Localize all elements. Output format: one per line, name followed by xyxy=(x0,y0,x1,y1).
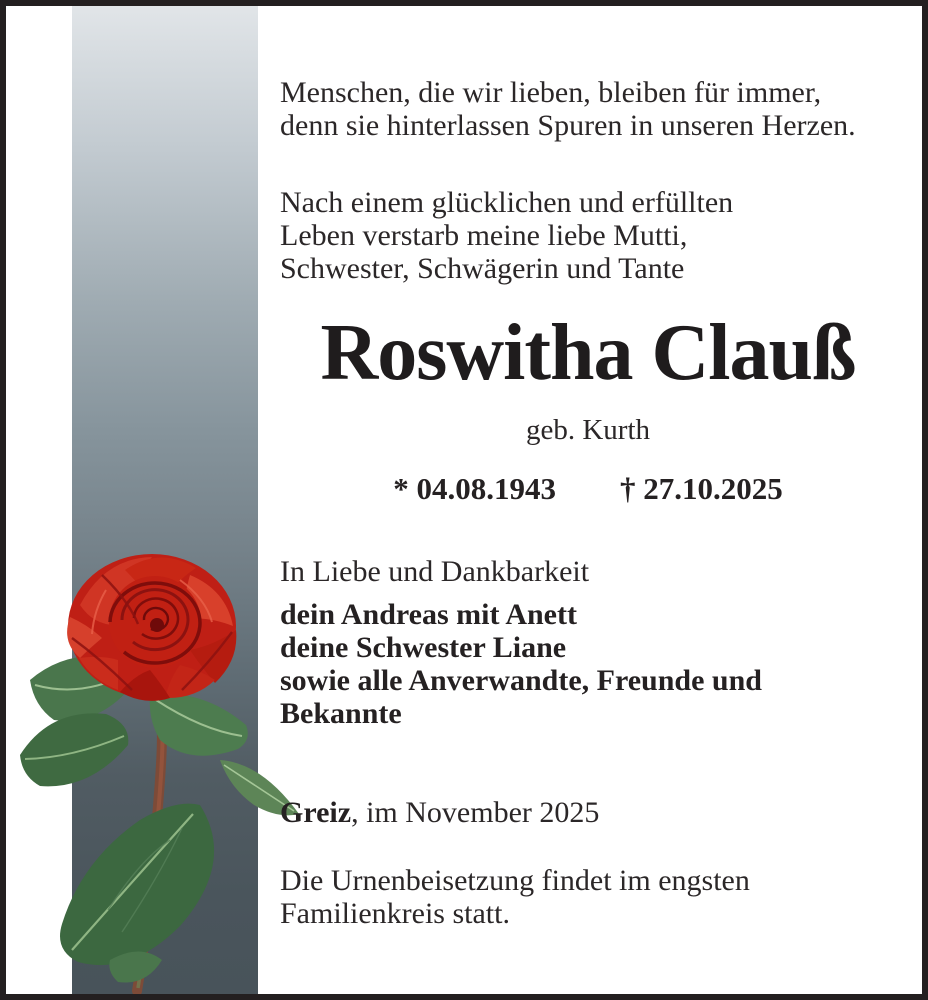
deceased-name: Roswitha Clauß xyxy=(320,309,856,397)
funeral-note xyxy=(280,864,750,930)
birth-date: * 04.08.1943 xyxy=(393,471,556,506)
mourners-list xyxy=(280,598,762,730)
intro-text xyxy=(280,186,733,285)
mourner-line-4: Bekannte xyxy=(280,697,402,730)
mourner-line-3: sowie alle Anverwandte, Freunde und xyxy=(280,664,762,697)
rose-icon xyxy=(10,530,302,996)
funeral-line-2: Familienkreis statt. xyxy=(280,897,510,930)
funeral-line-1: Die Urnenbeisetzung findet im engsten xyxy=(280,864,750,897)
life-dates xyxy=(280,472,896,506)
place-name: Greiz xyxy=(280,796,352,829)
intro-line-1: Nach einem glücklichen und erfüllten xyxy=(280,186,734,219)
maiden-name: geb. Kurth xyxy=(525,414,651,446)
intro-line-2: Leben verstarb meine liebe Mutti, xyxy=(280,219,688,252)
intro-line-3: Schwester, Schwägerin und Tante xyxy=(280,252,685,285)
rose-illustration xyxy=(10,530,302,996)
epigraph xyxy=(280,76,856,142)
place-and-date xyxy=(280,796,599,829)
epigraph-line-1: Menschen, die wir lieben, bleiben für immer, xyxy=(280,76,822,109)
mourner-line-1: dein Andreas mit Anett xyxy=(280,598,577,631)
mourner-line-2: deine Schwester Liane xyxy=(280,631,567,664)
place-date-suffix: , im November 2025 xyxy=(351,796,600,829)
death-date: † 27.10.2025 xyxy=(620,471,783,506)
farewell-line: In Liebe und Dankbarkeit xyxy=(280,555,590,588)
epigraph-line-2: denn sie hinterlassen Spuren in unseren Herzen. xyxy=(280,109,856,142)
